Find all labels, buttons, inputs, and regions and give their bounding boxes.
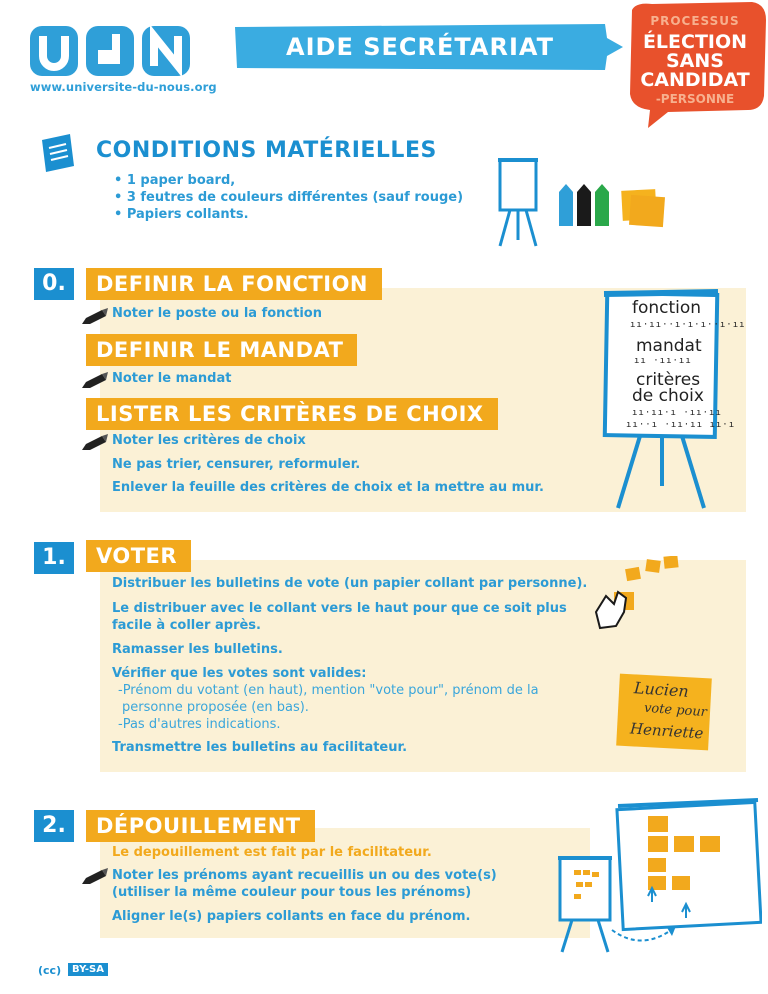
board-scribble: ıı ·ıı·ıı xyxy=(634,356,692,366)
condition-item-2: • 3 feutres de couleurs différentes (sauf rouge) xyxy=(114,190,464,205)
bubble-processus: PROCESSUS xyxy=(650,14,740,28)
conditions-title: CONDITIONS MATÉRIELLES xyxy=(96,138,437,163)
criteres-line-1: Noter les critères de choix xyxy=(112,433,306,448)
criteres-line-2: Ne pas trier, censurer, reformuler. xyxy=(112,457,361,472)
marker-icon xyxy=(80,306,110,326)
depouillement-title: DÉPOUILLEMENT xyxy=(86,810,315,842)
hand-sticky-icon xyxy=(590,556,690,638)
document-icon xyxy=(40,134,76,174)
board-word-de-choix: de choix xyxy=(632,386,704,406)
voter-line-3: facile à coller après. xyxy=(112,618,261,633)
marker-icon xyxy=(80,370,110,390)
voter-title: VOTER xyxy=(86,540,191,572)
voter-line-8: -Pas d'autres indications. xyxy=(118,717,281,732)
license-badge[interactable]: BY-SA xyxy=(68,963,108,976)
depouillement-illustration xyxy=(552,792,762,974)
marker-icon xyxy=(80,866,110,886)
site-url[interactable]: www.universite-du-nous.org xyxy=(30,80,217,94)
note-line-1: Lucien xyxy=(633,678,690,701)
board-word-fonction: fonction xyxy=(632,298,702,318)
board-scribble: ıı·ıı·ı ·ıı·ıı xyxy=(632,408,722,418)
board-word-criteres: critères xyxy=(636,370,701,390)
bubble-candidat: CANDIDAT xyxy=(640,69,750,91)
definir-mandat-text: Noter le mandat xyxy=(112,371,232,386)
board-scribble: ıı·ıı··ı·ı·ı··ı·ıı xyxy=(630,320,746,330)
bubble-election: ÉLECTION xyxy=(642,31,748,53)
condition-item-3: • Papiers collants. xyxy=(114,207,249,222)
bubble-sans: SANS xyxy=(666,50,724,72)
voter-line-4: Ramasser les bulletins. xyxy=(112,642,283,657)
sticky-notes-icon xyxy=(618,188,668,228)
udn-logo xyxy=(30,22,190,80)
depouillement-line-1: Le depouillement est fait par le facilitateur. xyxy=(112,845,432,860)
step0-number: 0. xyxy=(34,268,74,300)
markers-icon xyxy=(556,184,612,228)
definir-mandat-title: DEFINIR LE MANDAT xyxy=(86,334,357,366)
voter-line-9: Transmettre les bulletins au facilitateur. xyxy=(112,740,408,755)
bubble-personne: -PERSONNE xyxy=(655,92,735,106)
depouillement-line-3: (utiliser la même couleur pour tous les prénoms) xyxy=(112,885,472,900)
definir-fonction-title: DEFINIR LA FONCTION xyxy=(86,268,382,300)
definir-fonction-text: Noter le poste ou la fonction xyxy=(112,306,322,321)
depouillement-line-4: Aligner le(s) papiers collants en face du prénom. xyxy=(112,909,471,924)
cc-badge: (cc) xyxy=(38,964,62,977)
voter-line-5: Vérifier que les votes sont valides: xyxy=(112,666,367,681)
note-line-3: Henriette xyxy=(629,719,704,743)
voter-line-7: personne proposée (en bas). xyxy=(122,700,309,715)
board-word-mandat: mandat xyxy=(636,336,702,356)
condition-item-1: • 1 paper board, xyxy=(114,173,236,188)
marker-icon xyxy=(80,432,110,452)
voter-line-6: -Prénom du votant (en haut), mention "vote pour", prénom de la xyxy=(118,683,539,698)
step2-number: 2. xyxy=(34,810,74,842)
depouillement-line-2: Noter les prénoms ayant recueillis un ou des vote(s) xyxy=(112,868,497,883)
criteres-line-3: Enlever la feuille des critères de choix et la mettre au mur. xyxy=(112,480,544,495)
board-scribble: ıı··ı ·ıı·ıı ıı·ı xyxy=(626,420,736,430)
voter-line-2: Le distribuer avec le collant vers le haut pour que ce soit plus xyxy=(112,601,567,616)
criteres-title: LISTER LES CRITÈRES DE CHOIX xyxy=(86,398,498,430)
paper-board-icon xyxy=(488,150,548,250)
step1-number: 1. xyxy=(34,542,74,574)
voter-line-1: Distribuer les bulletins de vote (un papier collant par personne). xyxy=(112,576,588,591)
page-title: AIDE SECRÉTARIAT xyxy=(286,33,554,61)
note-line-2: vote pour xyxy=(643,700,708,721)
